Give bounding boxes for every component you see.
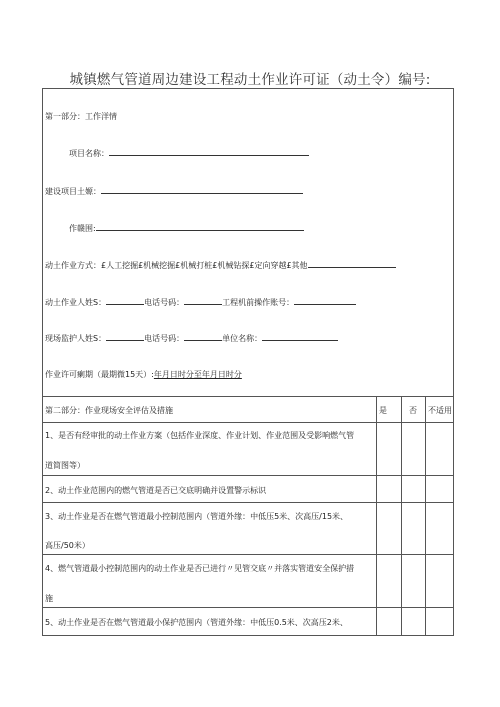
supervisor-phone-label: 电话号码： (144, 334, 185, 343)
project-name-field[interactable] (109, 147, 309, 156)
operator-row (45, 296, 356, 308)
method-options[interactable]: £人工挖掘£机械挖掘£机械打桩£机械钻探£定向穿越£其他 (101, 261, 308, 270)
supervisor-label: 现场监护人姓S： (45, 334, 107, 343)
scope-label: 作赣围: (69, 224, 96, 233)
period-label: 作业许可瘌期（最期微15天）: (45, 370, 154, 379)
col-yes-header: 是 (379, 406, 387, 415)
part2-top-border (43, 396, 453, 397)
part2-heading: 第二部分：作业现场安全评估及措施 (45, 406, 173, 415)
col-na-header: 不适用 (428, 406, 452, 415)
operator-phone-field[interactable] (184, 296, 222, 305)
scope-field[interactable] (96, 222, 304, 231)
checklist-item-2-line1: 2、动土作业范围内的燃气管道是否已交底明确并设置警示标识 (45, 486, 267, 495)
checklist-item-5-line1: 5、动土作业是否在燃气管道最小保护范围内（管道外缘：中低压0.5米、次高压2米、 (45, 618, 348, 627)
part2-header-border (43, 422, 453, 423)
construction-unit-field[interactable] (101, 185, 303, 194)
project-name-label: 项目名称： (69, 149, 109, 158)
row1-border (43, 475, 453, 476)
col-no-header: 否 (409, 406, 417, 415)
col-na-divider (425, 396, 426, 636)
unit-name-label: 单位名称： (222, 334, 263, 343)
project-name-row (69, 147, 309, 159)
supervisor-phone-field[interactable] (184, 332, 222, 341)
part1-heading: 第一部分：工作洋情 (45, 112, 117, 121)
checklist-item-3-line2: 高压/50米） (45, 541, 90, 550)
checklist-item-1-line2: 道简图等） (45, 461, 85, 470)
row3-border (43, 554, 453, 555)
period-row (45, 369, 242, 380)
document-title: 城镇燃气管道周边建设工程动土作业许可证（动土令）编号: (69, 72, 431, 88)
construction-unit-label: 建设项目土嫄： (45, 187, 101, 196)
operator-label: 动土作业人姓S： (45, 298, 107, 307)
col-yes-divider (376, 396, 377, 636)
method-row (45, 259, 396, 271)
construction-unit-row (45, 185, 303, 197)
checklist-item-3-line1: 3、动土作业是否在燃气管道最小控制范围内（管道外缘：中低压5米、次高压/15米、 (45, 512, 349, 521)
checklist-item-4-line2: 施 (45, 594, 53, 603)
operator-name-field[interactable] (106, 296, 144, 305)
scope-row (69, 222, 304, 234)
method-other-field[interactable] (308, 259, 396, 268)
row4-border (43, 607, 453, 608)
row2-border (43, 502, 453, 503)
machine-operator-field[interactable] (294, 296, 356, 305)
unit-name-field[interactable] (262, 332, 338, 341)
method-label: 动土作业方式： (45, 261, 101, 270)
col-no-divider (401, 396, 402, 636)
supervisor-row (45, 332, 338, 344)
operator-phone-label: 电话号码： (144, 298, 185, 307)
permit-form-frame (42, 88, 454, 636)
machine-operator-label: 工程机前操作账号： (222, 298, 295, 307)
supervisor-name-field[interactable] (106, 332, 144, 341)
checklist-item-1-line1: 1、是否有经审批的动土作业方案（包括作业深度、作业计划、作业范围及受影响燃气管 (45, 431, 355, 440)
period-value[interactable]: 年月日时分至年月日时分 (153, 370, 242, 379)
checklist-item-4-line1: 4、燃气管道最小控制范围内的动土作业是否已进行〃见管交底〃并落实管道安全保护措 (45, 564, 355, 573)
